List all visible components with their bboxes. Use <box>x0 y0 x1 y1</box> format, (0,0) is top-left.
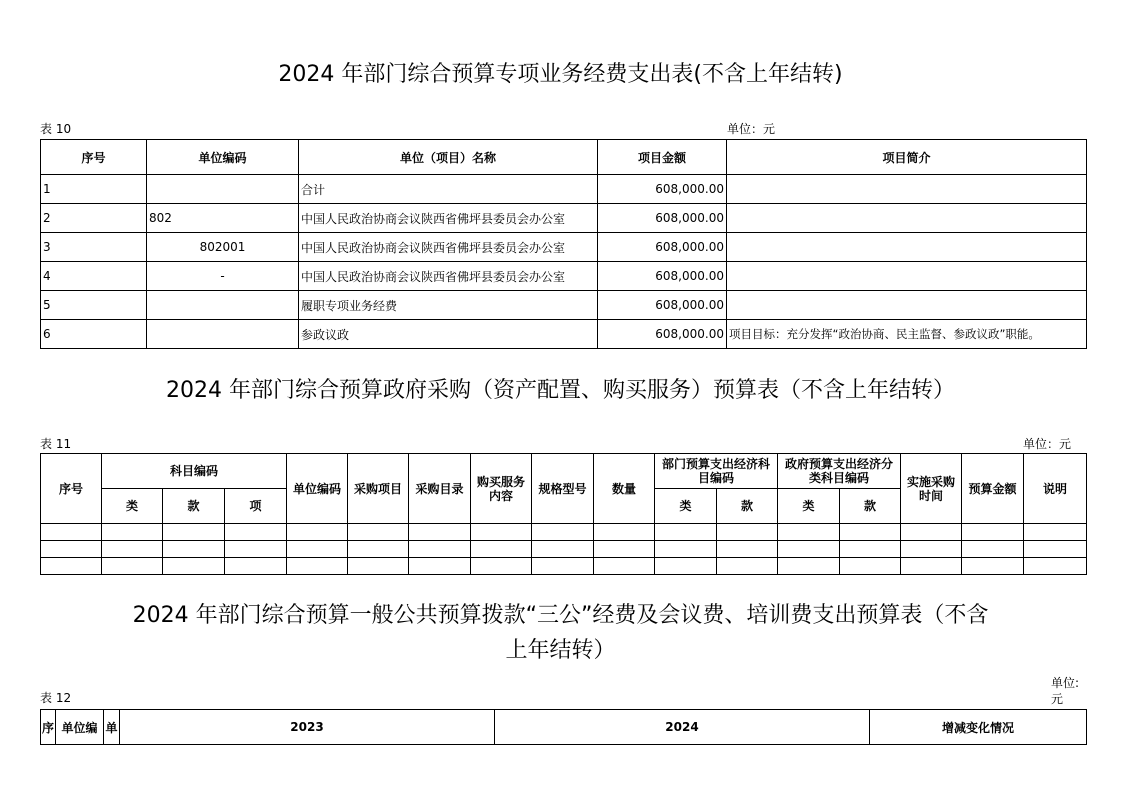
table-row <box>41 291 1087 320</box>
cell-amount: 608,000.00 <box>598 262 727 291</box>
col-header-budget: 预算金额 <box>962 454 1024 524</box>
cell-seq: 5 <box>41 291 147 320</box>
col-header-seq: 序号 <box>41 454 102 524</box>
table-row <box>41 524 1087 541</box>
cell-intro: 项目目标：充分发挥“政治协商、民主监督、参政议政”职能。 <box>727 320 1087 349</box>
col-header-gov-kuan: 款 <box>840 489 901 524</box>
cell-code <box>147 175 299 204</box>
table12-title-line2: 上年结转） <box>505 638 616 663</box>
cell-intro <box>727 262 1087 291</box>
col-header-name: 单位（项目）名称 <box>299 140 598 175</box>
col-header-unit-code: 单位编 <box>56 710 104 745</box>
table11-unit: 单位：元 <box>1023 437 1072 451</box>
col-header-dept-econ: 部门预算支出经济科目编码 <box>655 454 778 489</box>
cell-code: 802001 <box>147 233 299 262</box>
cell-amount: 608,000.00 <box>598 291 727 320</box>
col-header-lei: 类 <box>102 489 163 524</box>
table-row <box>41 204 1087 233</box>
col-header-dept-kuan: 款 <box>717 489 778 524</box>
table10-label: 表 10 <box>40 122 72 136</box>
col-header-subject-code: 科目编码 <box>102 454 287 489</box>
table10-title: 2024 年部门综合预算专项业务经费支出表(不含上年结转) <box>278 62 843 87</box>
col-header-note: 说明 <box>1024 454 1087 524</box>
cell-seq: 3 <box>41 233 147 262</box>
table10-unit: 单位：元 <box>727 122 776 136</box>
col-header-gov-lei: 类 <box>778 489 840 524</box>
table-row <box>41 175 1087 204</box>
cell-code <box>147 320 299 349</box>
col-header-seq: 序号 <box>41 140 147 175</box>
cell-name: 合计 <box>299 175 598 204</box>
col-header-gov-econ: 政府预算支出经济分类科目编码 <box>778 454 901 489</box>
table12-unit-line2: 元 <box>1051 692 1064 706</box>
col-header-seq: 序 <box>41 710 56 745</box>
col-header-intro: 项目简介 <box>727 140 1087 175</box>
col-header-kuan: 款 <box>163 489 225 524</box>
cell-intro <box>727 291 1087 320</box>
cell-code: 802 <box>147 204 299 233</box>
col-header-unit-code: 单位编码 <box>287 454 348 524</box>
cell-name: 履职专项业务经费 <box>299 291 598 320</box>
table-row <box>41 262 1087 291</box>
col-header-2024: 2024 <box>495 710 870 745</box>
col-header-purchase-catalog: 采购目录 <box>409 454 471 524</box>
cell-amount: 608,000.00 <box>598 175 727 204</box>
col-header-qty: 数量 <box>594 454 655 524</box>
col-header-spec: 规格型号 <box>532 454 594 524</box>
cell-name: 中国人民政治协商会议陕西省佛坪县委员会办公室 <box>299 204 598 233</box>
table-row <box>41 541 1087 558</box>
table-row <box>41 233 1087 262</box>
table-row <box>41 320 1087 349</box>
table10 <box>40 139 1087 349</box>
col-header-unit: 单 <box>104 710 120 745</box>
cell-seq: 1 <box>41 175 147 204</box>
table11 <box>40 453 1087 575</box>
cell-seq: 6 <box>41 320 147 349</box>
col-header-unit-code: 单位编码 <box>147 140 299 175</box>
cell-code <box>147 291 299 320</box>
cell-amount: 608,000.00 <box>598 320 727 349</box>
col-header-service-content: 购买服务内容 <box>471 454 532 524</box>
cell-seq: 2 <box>41 204 147 233</box>
cell-amount: 608,000.00 <box>598 233 727 262</box>
table12 <box>40 709 1087 745</box>
table12-header-row <box>41 710 1087 745</box>
table12-title-line1: 2024 年部门综合预算一般公共预算拨款“三公”经费及会议费、培训费支出预算表（不含 <box>132 603 989 628</box>
table12-label: 表 12 <box>40 691 72 705</box>
cell-name: 中国人民政治协商会议陕西省佛坪县委员会办公室 <box>299 233 598 262</box>
table11-label: 表 11 <box>40 437 72 451</box>
table-row <box>41 558 1087 575</box>
col-header-amount: 项目金额 <box>598 140 727 175</box>
cell-intro <box>727 233 1087 262</box>
table11-header-row-1 <box>41 454 1087 489</box>
col-header-time: 实施采购时间 <box>901 454 962 524</box>
col-header-dept-lei: 类 <box>655 489 717 524</box>
table12-unit-line1: 单位: <box>1051 676 1080 690</box>
cell-seq: 4 <box>41 262 147 291</box>
table10-header-row <box>41 140 1087 175</box>
col-header-change: 增减变化情况 <box>870 710 1087 745</box>
cell-name: 参政议政 <box>299 320 598 349</box>
cell-name: 中国人民政治协商会议陕西省佛坪县委员会办公室 <box>299 262 598 291</box>
cell-intro <box>727 204 1087 233</box>
cell-intro <box>727 175 1087 204</box>
table11-title: 2024 年部门综合预算政府采购（资产配置、购买服务）预算表（不含上年结转） <box>166 378 955 403</box>
col-header-2023: 2023 <box>120 710 495 745</box>
cell-amount: 608,000.00 <box>598 204 727 233</box>
col-header-purchase-item: 采购项目 <box>348 454 409 524</box>
col-header-xiang: 项 <box>225 489 287 524</box>
cell-code: - <box>147 262 299 291</box>
